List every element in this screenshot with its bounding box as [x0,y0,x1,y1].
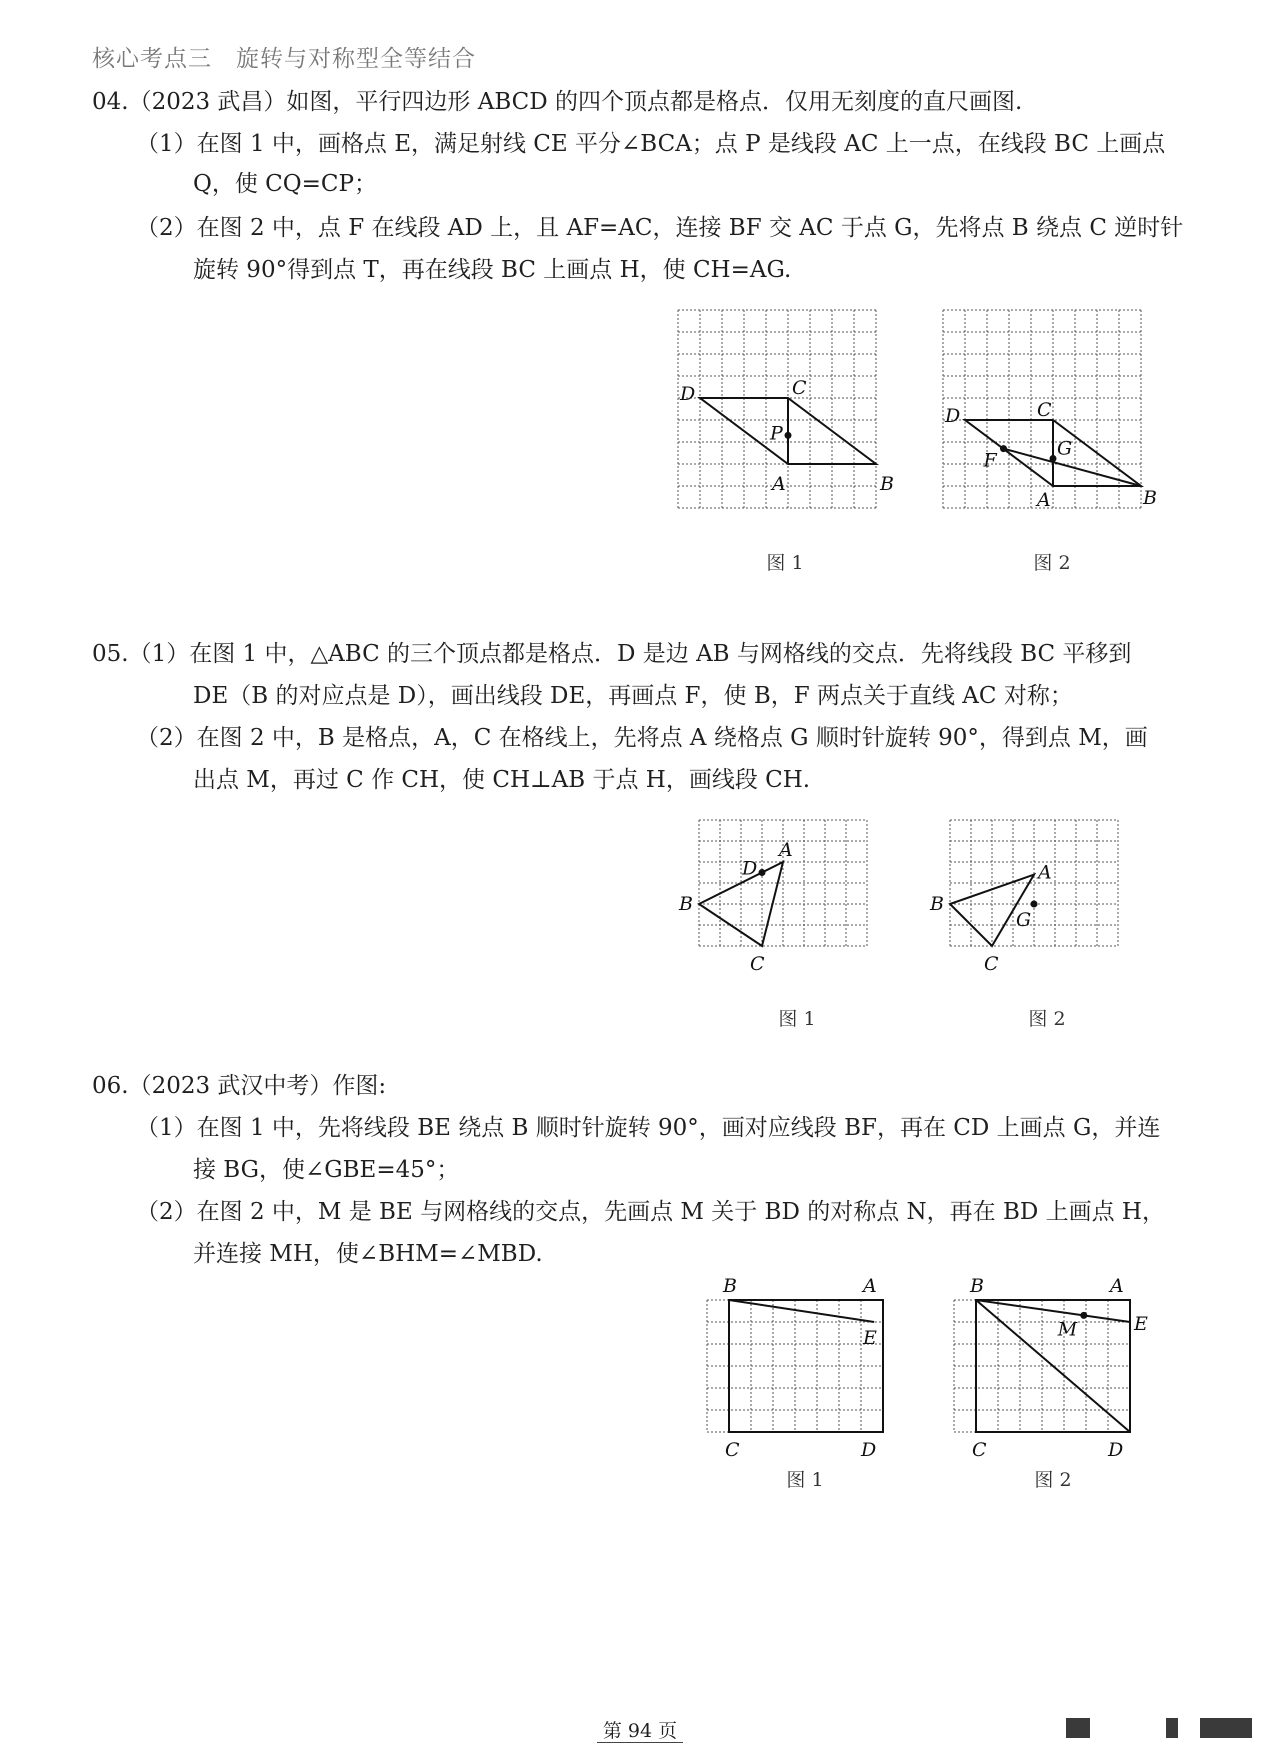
point-label-b: B [723,1275,737,1297]
q05-figure-2 [930,818,1148,975]
q06-part1-line1: （1）在图 1 中，先将线段 BE 绕点 B 顺时针旋转 90°，画对应线段 BF，再在 CD 上画点 G，并连 [136,1115,1161,1141]
q04-figure-1 [676,308,906,538]
point-label-c: C [984,953,999,975]
segment [729,1300,874,1322]
point-label-a: A [1037,489,1051,511]
q06-figure-1-caption: 图 1 [786,1469,824,1491]
point-dot [1000,445,1007,452]
q04-part1-line2: Q，使 CQ=CP； [193,171,377,197]
q05-figure-2-caption: 图 2 [1028,1008,1066,1030]
point-dot [1080,1312,1087,1319]
q05-figure-1 [679,818,897,975]
point-label-d: D [861,1439,877,1461]
q04-part2-line2: 旋转 90°得到点 T，再在线段 BC 上画点 H，使 CH=AG. [193,257,792,283]
point-label-p: P [770,422,783,445]
page-number: 第 94 页 [0,1716,1280,1743]
q05-part2-line2: 出点 M，再过 C 作 CH，使 CH⊥AB 于点 H，画线段 CH. [193,767,811,793]
q05-part2-line1: （2）在图 2 中，B 是格点，A，C 在格线上，先将点 A 绕格点 G 顺时针旋转 90°，得到点 M，画 [136,725,1148,751]
q04-figure-2-caption: 图 2 [1033,552,1071,574]
section-header: 核心考点三 旋转与对称型全等结合 [92,46,476,72]
point-label-b: B [930,893,944,915]
point-label-e: E [863,1327,877,1349]
point-label-a: A [863,1275,877,1297]
q05-figure-1-caption: 图 1 [778,1008,816,1030]
scan-artifact [1166,1718,1178,1738]
point-label-a: A [772,473,786,495]
point-dot [759,869,766,876]
q06-figure-2-caption: 图 2 [1034,1469,1072,1491]
point-label-c: C [750,953,765,975]
point-label-b: B [679,893,693,915]
point-label-g: G [1057,437,1073,460]
point-label-b: B [1143,487,1157,509]
q06-part1-line2: 接 BG，使∠GBE=45°； [193,1157,460,1183]
point-dot [1050,455,1057,462]
q05-part1-line2: DE（B 的对应点是 D），画出线段 DE，再画点 F，使 B，F 两点关于直线 AC 对称； [193,683,1073,709]
point-label-c: C [725,1439,740,1461]
point-label-c: C [792,377,807,399]
q04-figure-2 [941,308,1164,538]
point-label-c: C [972,1439,987,1461]
point-dot [1031,901,1038,908]
point-label-a: A [779,839,793,861]
point-label-b: B [880,473,894,495]
point-label-d: D [1108,1439,1124,1461]
point-label-m: M [1057,1318,1078,1341]
point-label-b: B [970,1275,984,1297]
scan-artifact [1200,1718,1252,1738]
point-label-g: G [1016,909,1032,931]
point-label-d: D [742,857,758,880]
q06-part2-line2: 并连接 MH，使∠BHM=∠MBD. [193,1241,543,1267]
segment [1004,449,1142,486]
q06-part2-line1: （2）在图 2 中，M 是 BE 与网格线的交点，先画点 M 关于 BD 的对称点 N，再在 BD 上画点 H， [136,1199,1165,1225]
q06-stem: 06.（2023 武汉中考）作图: [92,1073,387,1099]
q04-part2-line1: （2）在图 2 中，点 F 在线段 AD 上，且 AF=AC，连接 BF 交 AC 于点 G，先将点 B 绕点 C 逆时针 [136,215,1184,241]
q04-part1-line1: （1）在图 1 中，画格点 E，满足射线 CE 平分∠BCA；点 P 是线段 AC 上一点，在线段 BC 上画点 [136,131,1166,157]
q06-figure-2 [952,1275,1177,1478]
point-dot [785,432,792,439]
point-label-e: E [1134,1313,1148,1335]
q04-stem: 04.（2023 武昌）如图，平行四边形 ABCD 的四个顶点都是格点．仅用无刻度的直尺画图. [92,89,1023,115]
q05-part1-line1: 05.（1）在图 1 中，△ABC 的三个顶点都是格点．D 是边 AB 与网格线的交点．先将线段 BC 平移到 [92,641,1132,667]
point-label-a: A [1038,861,1052,884]
point-label-d: D [680,383,696,405]
point-label-a: A [1110,1275,1124,1297]
point-label-f: F [983,449,997,472]
q04-figure-1-caption: 图 1 [766,552,804,574]
q06-figure-1 [705,1275,930,1478]
scan-artifact [1066,1718,1090,1738]
point-label-c: C [1037,399,1052,421]
point-label-d: D [945,405,961,427]
